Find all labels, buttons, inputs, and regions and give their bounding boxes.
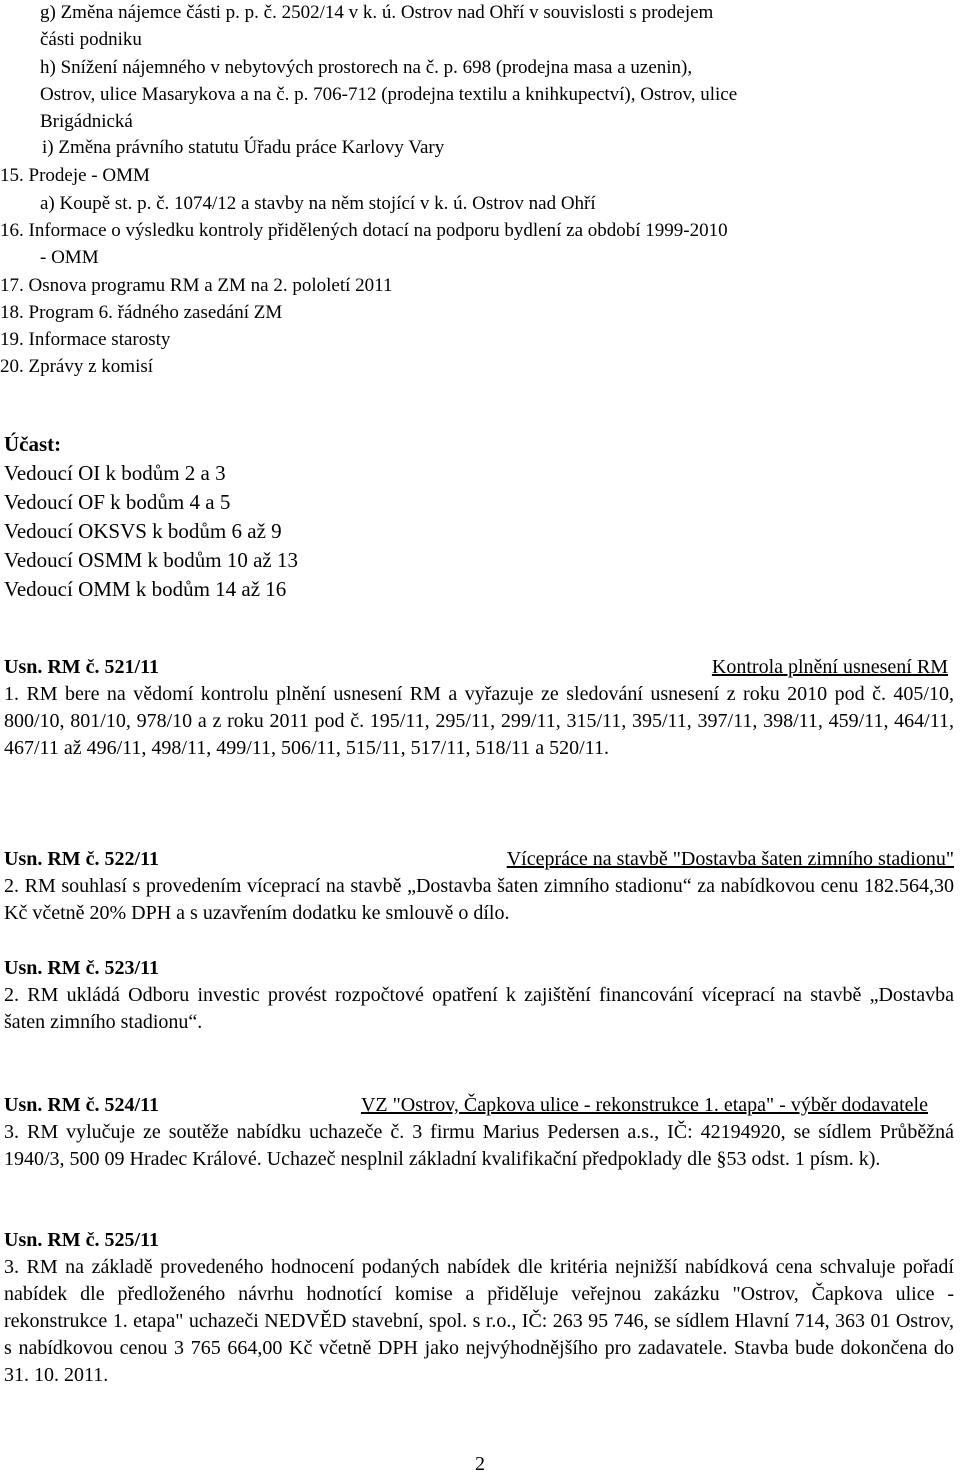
resolution-text: 3. RM na základě provedeného hodnocení podaných nabídek dle kritéria nejnižší nabídková cena schvaluje pořadí nabídek dle předloženého návrhu hodnotící komise a přiděluje veřejnou zakázku "Ostrov, Čapkova ulice - rekonstrukce 1. etapa" uchazeči NEDVĚD stavební, spol. s r.o., IČ: 263 95 746, se sídlem Hlavní 714, 363 01 Ostrov, s nabídkovou cenou 3 765 664,00 Kč včetně DPH jako nejvýhodnějšího pro zadavatele. Stavba bude dokončena do 31. 10. 2011. [4,1256,954,1386]
page-number: 2 [475,1453,485,1475]
agenda-line: 15. Prodeje - OMM [0,165,150,186]
participation-heading: Účast: [4,432,62,456]
participation-line: Vedoucí OKSVS k bodům 6 až 9 [4,519,282,543]
agenda-line: i) Změna právního statutu Úřadu práce Karlovy Vary [42,137,445,158]
resolution-header [4,654,954,681]
resolution-text: 1. RM bere na vědomí kontrolu plnění usnesení RM a vyřazuje ze sledování usnesení z roku 2010 pod č. 405/10, 800/10, 801/10, 978/10 a z roku 2011 pod č. 195/11, 295/11, 299/11, 315/11, 395/11, 397/11, 398/11, 459/11, 464/11, 467/11 až 496/11, 498/11, 499/11, 506/11, 515/11, 517/11, 518/11 a 520/11. [4,683,954,759]
resolution-text: 2. RM ukládá Odboru investic provést rozpočtové opatření k zajištění financování víceprací na stavbě „Dostavba šaten zimního stadionu“. [4,984,954,1033]
resolution-number: Usn. RM č. 522/11 [4,848,159,870]
resolution-number: Usn. RM č. 525/11 [4,1229,159,1251]
agenda-line: 17. Osnova programu RM a ZM na 2. pololetí 2011 [0,275,393,296]
resolution-525 [4,1227,954,1389]
resolution-521 [4,654,954,762]
resolution-header [4,1092,954,1119]
resolution-text: 2. RM souhlasí s provedením víceprací na stavbě „Dostavba šaten zimního stadionu“ za nabídkovou cenu 182.564,30 Kč včetně 20% DPH a s uzavřením dodatku ke smlouvě o dílo. [4,875,954,924]
agenda-line: 19. Informace starosty [0,329,171,350]
participation-line: Vedoucí OSMM k bodům 10 až 13 [4,548,298,572]
agenda-line: g) Změna nájemce části p. p. č. 2502/14 v k. ú. Ostrov nad Ohří v souvislosti s prodejem [40,2,714,23]
participation-line: Vedoucí OF k bodům 4 a 5 [4,490,231,514]
participation-line: Vedoucí OMM k bodům 14 až 16 [4,577,287,601]
agenda-line: Brigádnická [40,111,133,132]
agenda-line: 16. Informace o výsledku kontroly přidělených dotací na podporu bydlení za období 1999-2010 [0,220,728,241]
participation-line: Vedoucí OI k bodům 2 a 3 [4,461,226,485]
agenda-line: části podniku [40,29,142,50]
resolution-header [4,846,954,873]
resolution-header [4,955,954,982]
resolution-524 [4,1092,954,1173]
agenda-line: - OMM [40,247,99,268]
resolution-number: Usn. RM č. 521/11 [4,656,159,678]
agenda-line: h) Snížení nájemného v nebytových prostorech na č. p. 698 (prodejna masa a uzenin), [40,57,693,78]
agenda-line: Ostrov, ulice Masarykova a na č. p. 706-712 (prodejna textilu a knihkupectví), Ostrov, ulice [40,84,738,105]
resolution-number: Usn. RM č. 523/11 [4,957,159,979]
agenda-line: a) Koupě st. p. č. 1074/12 a stavby na něm stojící v k. ú. Ostrov nad Ohří [40,193,596,214]
resolution-523 [4,955,954,1036]
resolution-number: Usn. RM č. 524/11 [4,1094,159,1116]
resolution-text: 3. RM vylučuje ze soutěže nabídku uchazeče č. 3 firmu Marius Pedersen a.s., IČ: 42194920, se sídlem Průběžná 1940/3, 500 09 Hradec Králové. Uchazeč nesplnil základní kvalifikační předpoklady dle §53 odst. 1 písm. k). [4,1121,954,1170]
agenda-line: 20. Zprávy z komisí [0,356,154,377]
resolution-title: Vícepráce na stavbě "Dostavba šaten zimního stadionu" [506,848,954,870]
agenda-line: 18. Program 6. řádného zasedání ZM [0,302,283,323]
resolution-title: Kontrola plnění usnesení RM [711,656,948,678]
resolution-522 [4,846,954,927]
resolution-header [4,1227,954,1254]
resolution-title: VZ "Ostrov, Čapkova ulice - rekonstrukce 1. etapa" - výběr dodavatele [360,1094,928,1116]
